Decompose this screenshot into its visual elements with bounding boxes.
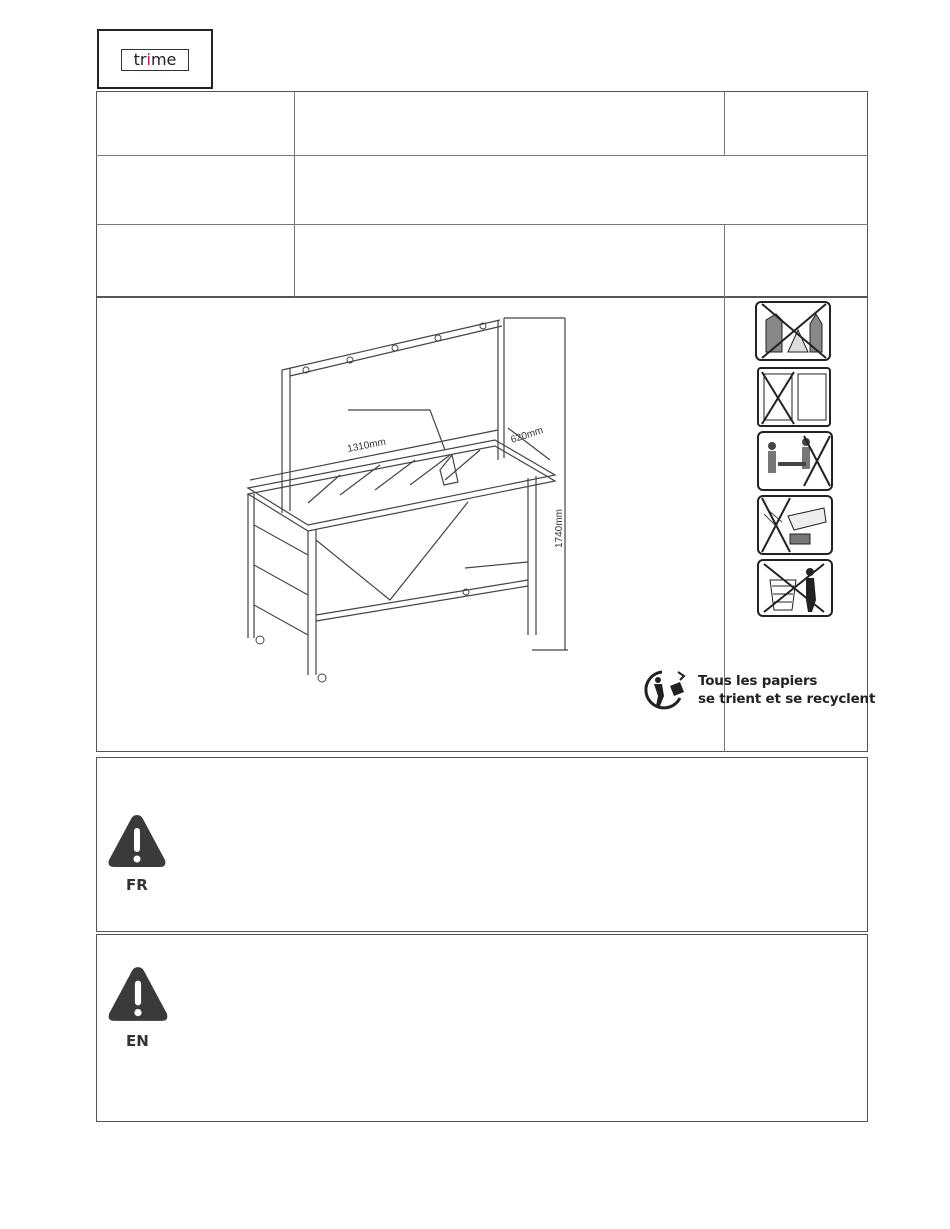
length-dimension-label: 1310mm: [346, 436, 387, 455]
product-drawing: [240, 310, 580, 690]
en-warning-icon: [106, 964, 170, 1024]
header-col-divider: [724, 91, 725, 155]
en-warning-section: [96, 934, 868, 1122]
header-row-divider: [96, 224, 868, 225]
triman-recycling-icon: [640, 668, 692, 712]
care-pictograms: [754, 300, 834, 620]
header-col-divider: [724, 224, 725, 297]
header-row-divider: [96, 155, 868, 156]
fr-warning-icon: [106, 812, 168, 870]
no-abrasive-cleaning-icon: [758, 496, 832, 554]
no-outdoor-storage-icon: [758, 368, 830, 426]
brand-logo-text: trime: [121, 49, 189, 71]
brand-logo: [97, 29, 213, 89]
en-language-label: EN: [126, 1032, 149, 1050]
depth-dimension-label: 620mm: [509, 425, 545, 446]
recycling-line-2: se trient et se recyclent: [698, 691, 876, 707]
fr-language-label: FR: [126, 876, 148, 894]
no-chemicals-icon: [756, 302, 830, 360]
header-table: [96, 91, 868, 297]
fr-warning-section: [96, 757, 868, 932]
no-household-waste-icon: [758, 560, 832, 616]
header-col-divider: [294, 91, 295, 297]
recycling-notice: [698, 672, 875, 708]
recycling-line-1: Tous les papiers: [698, 673, 818, 689]
height-dimension-label: 1740mm: [554, 509, 565, 548]
no-children-play-icon: [758, 432, 832, 490]
